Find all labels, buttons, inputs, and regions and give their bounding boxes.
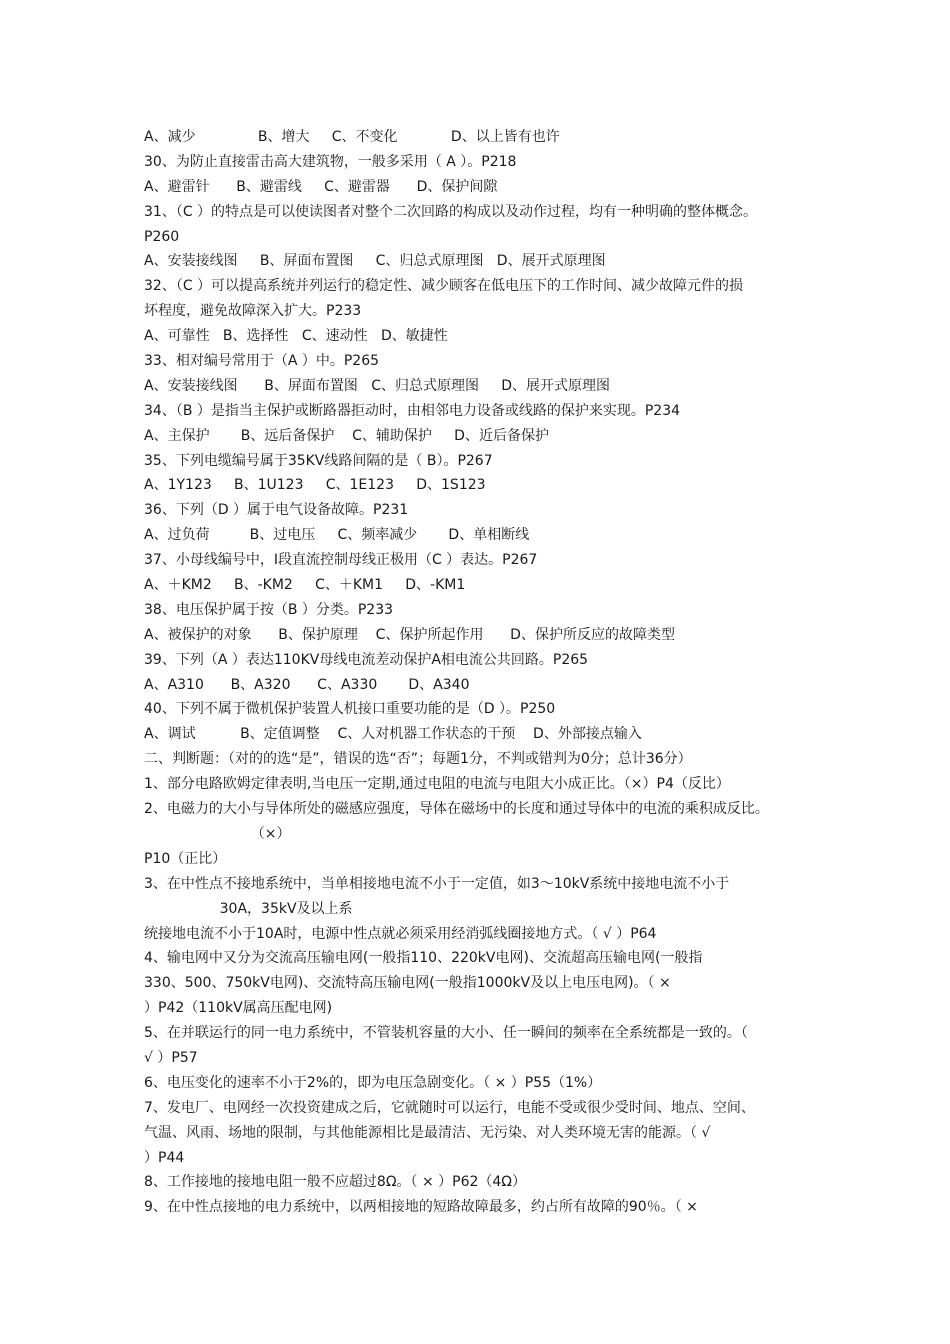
text-line: 坏程度，避免故障深入扩大。P233 [144,303,362,320]
text-line: A、主保护 B、远后备保护 C、辅助保护 D、近后备保护 [144,427,549,444]
text-line: 30A，35kV及以上系 [144,900,353,917]
text-line: A、调试 B、定值调整 C、人对机器工作状态的干预 D、外部接点输入 [144,726,642,743]
text-line: A、A310 B、A320 C、A330 D、A340 [144,676,470,693]
text-line: A、被保护的对象 B、保护原理 C、保护所起作用 D、保护所反应的故障类型 [144,626,675,643]
text-line: 4、输电网中又分为交流高压输电网(一般指110、220kV电网)、交流超高压输电网(一般指 [144,950,703,967]
text-line: 34、（B ）是指当主保护或断路器拒动时，由相邻电力设备或线路的保护来实现。P234 [144,402,681,419]
text-line: A、可靠性 B、选择性 C、速动性 D、敏捷性 [144,328,448,345]
text-line: 30、为防止直接雷击高大建筑物，一般多采用（ A ）。P218 [144,153,517,170]
text-line: （×） [144,825,291,842]
text-line: ）P44 [144,1149,185,1166]
text-line: 6、电压变化的速率不小于2%的，即为电压急剧变化。（ × ）P55（1%） [144,1074,602,1091]
text-line: 36、下列（D ）属于电气设备故障。P231 [144,502,409,519]
text-line: 35、下列电缆编号属于35KV线路间隔的是（ B）。P267 [144,452,493,469]
text-line: 二、判断题：（对的的选“是”，错误的选“否”；每题1分，不判或错判为0分；总计36分） [144,751,692,768]
text-line: 5、在并联运行的同一电力系统中，不管装机容量的大小、任一瞬间的频率在全系统都是一致的。（ [144,1025,748,1042]
text-line: 3、在中性点不接地系统中，当单相接地电流不小于一定值，如3～10kV系统中接地电流不小于 [144,875,730,892]
text-line: 9、在中性点接地的电力系统中，以两相接地的短路故障最多，约占所有故障的90％。（ × [144,1199,698,1216]
text-line: 8、工作接地的接地电阻一般不应超过8Ω。（ × ）P62（4Ω） [144,1174,527,1191]
text-line: 7、发电厂、电网经一次投资建成之后，它就随时可以运行，电能不受或很少受时间、地点、空间、 [144,1099,755,1116]
text-line: 1、部分电路欧姆定律表明,当电压一定期,通过电阻的电流与电阻大小成正比。（×）P4（反比） [144,776,730,793]
text-line: 统接地电流不小于10A时，电源中性点就必须采用经消弧线圈接地方式。（ √ ）P64 [144,925,657,942]
text-line: 37、小母线编号中，I段直流控制母线正极用（C ）表达。P267 [144,552,538,569]
text-line: A、＋KM2 B、-KM2 C、＋KM1 D、-KM1 [144,577,466,594]
text-line: 38、电压保护属于按（B ）分类。P233 [144,601,394,618]
text-line: P10（正比） [144,850,227,867]
text-line: 33、相对编号常用于（A ）中。P265 [144,353,380,370]
text-line: 330、500、750kV电网)、交流特高压输电网(一般指1000kV及以上电压电网)。（ × [144,975,671,992]
text-line: P260 [144,228,180,245]
text-line: 32、（C ）可以提高系统并列运行的稳定性、减少顾客在低电压下的工作时间、减少故障元件的损 [144,278,744,295]
exam-text [144,125,816,1220]
text-line: 31、（C ）的特点是可以使读图者对整个二次回路的构成以及动作过程，均有一种明确的整体概念。 [144,203,758,220]
text-line: A、安装接线图 B、屏面布置图 C、归总式原理图 D、展开式原理图 [144,377,611,394]
text-line: 40、下列不属于微机保护装置人机接口重要功能的是（D ）。P250 [144,701,556,718]
text-line: A、减少 B、增大 C、不变化 D、以上皆有也许 [144,129,560,145]
text-line: A、过负荷 B、过电压 C、频率减少 D、单相断线 [144,527,530,544]
text-line: ）P42（110kV属高压配电网) [144,1000,333,1017]
text-line: A、1Y123 B、1U123 C、1E123 D、1S123 [144,477,486,494]
text-line: 39、下列（A ）表达110KV母线电流差动保护A相电流公共回路。P265 [144,651,589,668]
text-line: A、安装接线图 B、屏面布置图 C、归总式原理图 D、展开式原理图 [144,253,606,270]
text-line: A、避雷针 B、避雷线 C、避雷器 D、保护间隙 [144,178,498,195]
text-line: 2、电磁力的大小与导体所处的磁感应强度，导体在磁场中的长度和通过导体中的电流的乘积成反比。 [144,801,769,818]
text-line: √ ）P57 [144,1049,198,1066]
text-line: 气温、风雨、场地的限制，与其他能源相比是最清洁、无污染、对人类环境无害的能源。（ √ [144,1124,711,1141]
